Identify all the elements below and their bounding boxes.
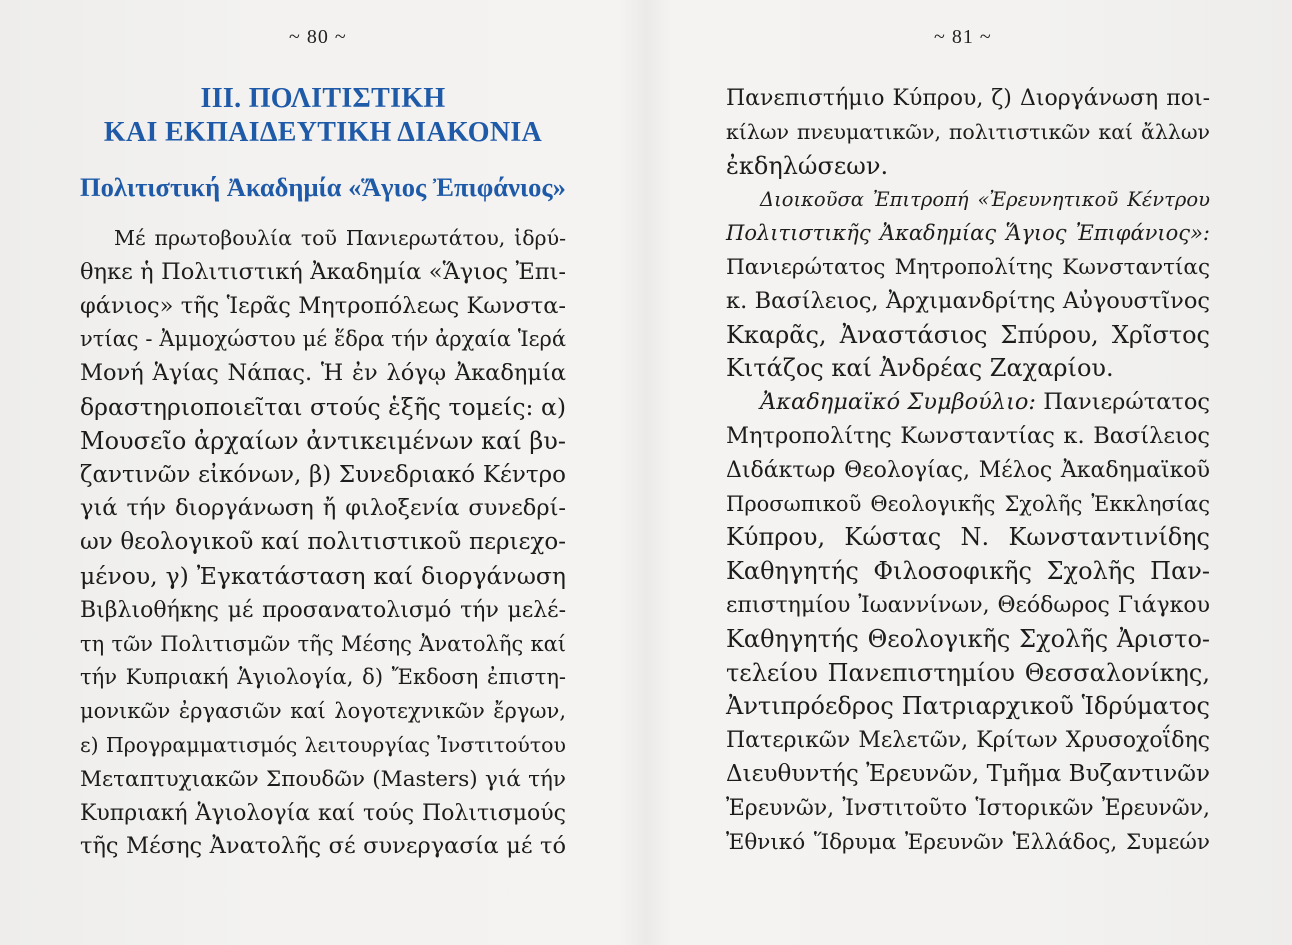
text-line: τελείου Πανεπιστημίου Θεσσαλονίκης, [726,658,1210,687]
text-line: Διδάκτωρ Θεολογίας, Μέλος Ἀκαδημαϊκοῦ [726,457,1210,483]
text-line: φάνιος» τῆς Ἱερᾶς Μητροπόλεως Κωνστα- [80,292,566,319]
page-number-left: ~ 80 ~ [289,26,347,48]
text-line: Κύπρου, Κώστας Ν. Κωνσταντινίδης [726,523,1210,552]
text-line: κίλων πνευματικῶν, πολιτιστικῶν καί ἄλλων [726,119,1210,144]
text-line: τῆς Μέσης Ἀνατολῆς σέ συνεργασία μέ τό [80,833,566,860]
text-line: Προσωπικοῦ Θεολογικῆς Σχολῆς Ἐκκλησίας [726,491,1210,516]
text-line: μένου, γ) Ἐγκατάσταση καί διοργάνωση [80,561,566,590]
text-line: γιά τήν διοργάνωση ἤ φιλοξενία συνεδρί- [80,495,566,522]
council-first-line [726,386,1210,420]
text-line: επιστημίου Ἰωαννίνων, Θεόδωρος Γιάγκου [726,592,1210,618]
text-line: Μεταπτυχιακῶν Σπουδῶν (Masters) γιά τήν [80,766,566,792]
text-line: Πανιερώτατος Μητροπολίτης Κωνσταντίας [726,254,1210,280]
section-title-line-2: ΚΑΙ ΕΚΠΑΙΔΕΥΤΙΚΗ ΔΙΑΚΟΝΙΑ [103,117,543,148]
text-line: κ. Βασίλειος, Ἀρχιμανδρίτης Αὐγουστῖνος [726,287,1210,314]
text-line: Διευθυντής Ἐρευνῶν, Τμῆμα Βυζαντινῶν [726,760,1210,787]
text-line: ε) Προγραμματισμός λειτουργίας Ἰνστιτούτου [80,732,566,757]
text-line: δραστηριοποιεῖται στούς ἑξῆς τομείς: α) [80,392,566,421]
text-line: Κιτάζος καί Ἀνδρέας Ζαχαρίου. [726,354,1114,383]
text-line: τη τῶν Πολιτισμῶν τῆς Μέσης Ἀνατολῆς καί [80,631,566,656]
committee-heading-line: Διοικοῦσα Ἐπιτροπή «Ἐρευνητικοῦ Κέντρου [760,188,1210,212]
text-line: μονικῶν ἐργασιῶν καί λογοτεχνικῶν ἔργων, [80,699,566,724]
text-line: Μονή Ἁγίας Νάπας. Ἡ ἐν λόγῳ Ἀκαδημία [80,360,566,387]
right-body-text [726,82,1210,859]
text-line: Κυπριακή Ἁγιολογία καί τούς Πολιτισμούς [80,800,566,826]
text-line: Μέ πρωτοβουλία τοῦ Πανιερωτάτου, ἱδρύ- [114,226,566,250]
text-line: ζαντινῶν εἰκόνων, β) Συνεδριακό Κέντρο [80,461,566,488]
text-line: Μητροπολίτης Κωνσταντίας κ. Βασίλειος [726,422,1210,449]
page-number-right: ~ 81 ~ [934,26,992,48]
left-body-text [80,222,566,864]
text-line: ἐκδηλώσεων. [726,151,889,180]
text-line: Ἀντιπρόεδρος Πατριαρχικοῦ Ἱδρύματος [726,692,1210,721]
text-line: Πατερικῶν Μελετῶν, Κρίτων Χρυσοχοΐδης [726,728,1210,754]
text-line: Καθηγητής Φιλοσοφικῆς Σχολῆς Παν- [726,557,1210,586]
text-line: Πανεπιστήμιο Κύπρου, ζ) Διοργάνωση ποι- [726,86,1210,111]
committee-heading-line: Πολιτιστικῆς Ἀκαδημίας Ἅγιος Ἐπιφάνιος»: [726,221,1210,246]
section-title [80,82,566,150]
subsection-title: Πολιτιστική Ἀκαδημία «Ἅγιος Ἐπιφάνιος» [80,172,566,202]
text-line: ων θεολογικοῦ καί πολιτιστικοῦ περιεχο- [80,529,566,556]
section-title-line-1: III. ΠΟΛΙΤΙΣΤΙΚΗ [200,83,446,114]
text-line: Ἐθνικό Ἵδρυμα Ἐρευνῶν Ἑλλάδος, Συμεών [726,829,1210,855]
council-label: Ἀκαδημαϊκό Συμβούλιο: [760,389,1037,416]
council-first-text: Πανιερώτατος [1036,389,1210,416]
text-line: Μουσεῖο ἀρχαίων ἀντικειμένων καί βυ- [80,426,566,455]
text-line: τήν Κυπριακή Ἁγιολογία, δ) Ἔκδοση ἐπιστη- [80,665,566,690]
text-line: Ἐρευνῶν, Ἰνστιτοῦτο Ἱστορικῶν Ἐρευνῶν, [726,795,1210,821]
text-line: θηκε ἡ Πολιτιστική Ἀκαδημία «Ἅγιος Ἐπι- [80,258,566,285]
text-line: Βιβλιοθήκης μέ προσανατολισμό τήν μελέ- [80,597,566,623]
text-line: Καθηγητής Θεολογικῆς Σχολῆς Ἀριστο- [726,624,1210,653]
text-line: Κκαρᾶς, Ἀναστάσιος Σπύρου, Χρῖστος [726,320,1210,349]
text-line: ντίας - Ἀμμοχώστου μέ ἕδρα τήν ἀρχαία Ἱερά [80,327,566,352]
